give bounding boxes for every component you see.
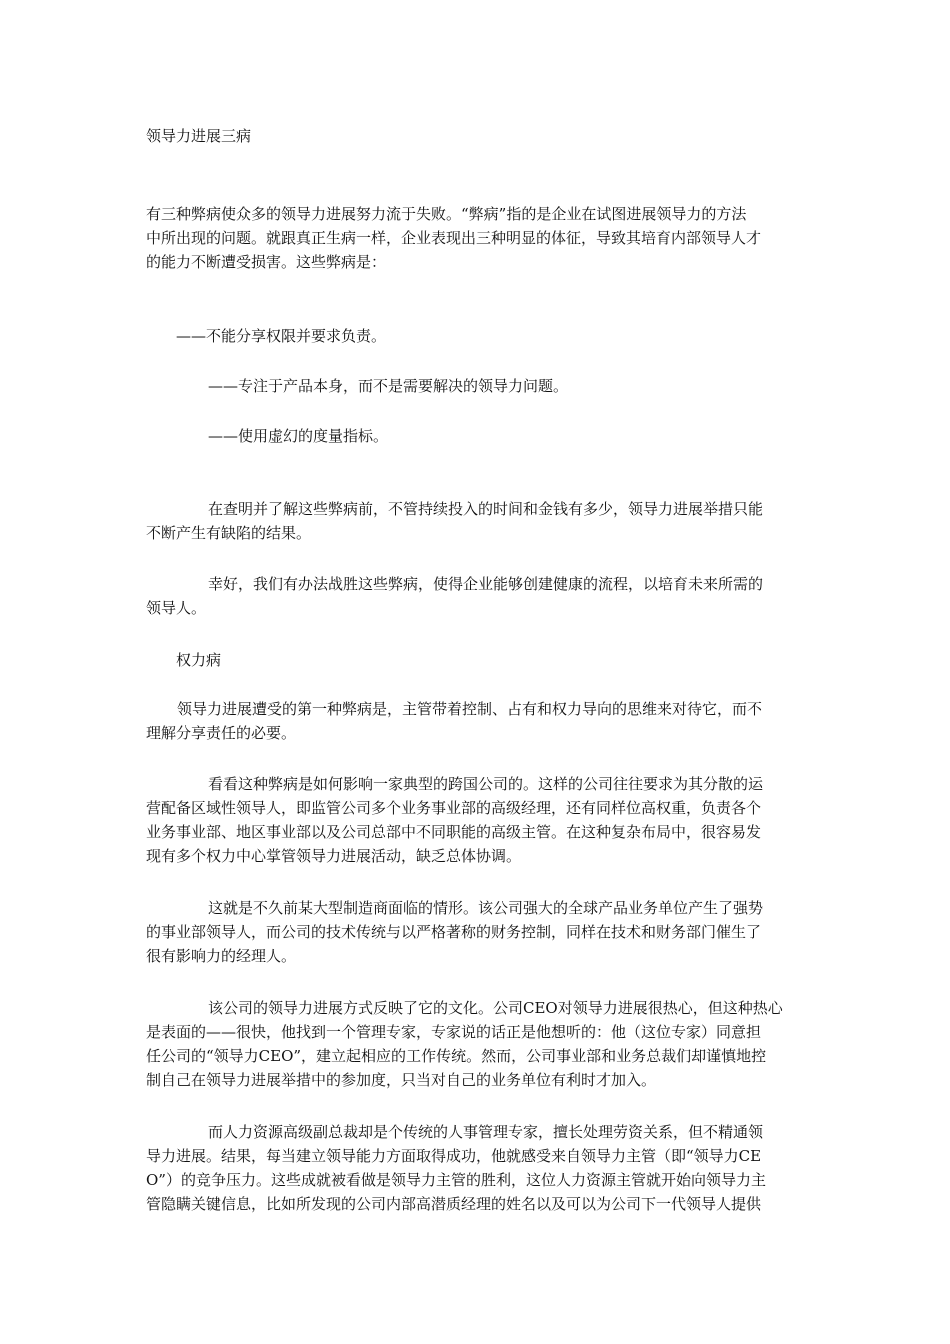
section-heading-text: 权力病: [176, 651, 222, 669]
text-line: 业务事业部、地区事业部以及公司总部中不同职能的高级主管。在这种复杂布局中，很容易发: [146, 823, 762, 841]
list-item: [208, 374, 868, 398]
list-item-text: ——专注于产品本身，而不是需要解决的领导力问题。: [208, 377, 569, 395]
text-line: 任公司的“领导力CEO”，建立起相应的工作传统。然而，公司事业部和业务总裁们却谨慎地控: [146, 1047, 767, 1065]
text-line: 该公司的领导力进展方式反映了它的文化。公司CEO对领导力进展很热心，但这种热心: [208, 999, 783, 1017]
section-heading: [176, 648, 836, 672]
text-line: 的能力不断遭受损害。这些弊病是：: [146, 253, 387, 271]
text-line: 领导人。: [146, 599, 207, 617]
text-line: 现有多个权力中心掌管领导力进展活动，缺乏总体协调。: [146, 847, 522, 865]
list-item: [176, 324, 836, 348]
text-line: 的事业部领导人，而公司的技术传统与以严格著称的财务控制，同样在技术和财务部门催生了: [146, 923, 762, 941]
text-line: 这就是不久前某大型制造商面临的情形。该公司强大的全球产品业务单位产生了强势: [208, 899, 764, 917]
list-item: [208, 424, 868, 448]
text-line: 而人力资源高级副总裁却是个传统的人事管理专家，擅长处理劳资关系，但不精通领: [208, 1123, 764, 1141]
paragraph: [146, 772, 806, 868]
paragraph: [146, 572, 806, 620]
text-line: 幸好，我们有办法战胜这些弊病，使得企业能够创建健康的流程，以培育未来所需的: [208, 575, 764, 593]
paragraph: [146, 1120, 806, 1216]
paragraph: [146, 697, 806, 745]
text-line: 领导力进展遭受的第一种弊病是，主管带着控制、占有和权力导向的思维来对待它，而不: [177, 700, 763, 718]
title-text: 领导力进展三病: [146, 127, 252, 145]
text-line: 有三种弊病使众多的领导力进展努力流于失败。“弊病”指的是企业在试图进展领导力的方法: [146, 205, 747, 223]
text-line: O”）的竞争压力。这些成就被看做是领导力主管的胜利，这位人力资源主管就开始向领导力主: [146, 1171, 766, 1189]
text-line: 理解分享责任的必要。: [146, 724, 297, 742]
text-line: 不断产生有缺陷的结果。: [146, 524, 312, 542]
text-line: 中所出现的问题。就跟真正生病一样，企业表现出三种明显的体征，导致其培育内部领导人才: [146, 229, 762, 247]
document-title: [146, 124, 806, 148]
text-line: 在查明并了解这些弊病前，不管持续投入的时间和金钱有多少，领导力进展举措只能: [208, 500, 764, 518]
intro-paragraph: [146, 202, 806, 274]
paragraph: [146, 896, 806, 968]
text-line: 制自己在领导力进展举措中的参加度，只当对自己的业务单位有利时才加入。: [146, 1071, 657, 1089]
list-item-text: ——使用虚幻的度量指标。: [208, 427, 389, 445]
text-line: 是表面的——很快，他找到一个管理专家，专家说的话正是他想听的：他（这位专家）同意担: [146, 1023, 762, 1041]
paragraph: [146, 497, 806, 545]
text-line: 营配备区域性领导人，即监管公司多个业务事业部的高级经理，还有同样位高权重，负责各个: [146, 799, 762, 817]
text-line: 看看这种弊病是如何影响一家典型的跨国公司的。这样的公司往往要求为其分散的运: [208, 775, 764, 793]
text-line: 很有影响力的经理人。: [146, 947, 297, 965]
text-line: 管隐瞒关键信息，比如所发现的公司内部高潜质经理的姓名以及可以为公司下一代领导人提供: [146, 1195, 762, 1213]
text-line: 导力进展。结果，每当建立领导能力方面取得成功，他就感受来自领导力主管（即“领导力CE: [146, 1147, 762, 1165]
list-item-text: ——不能分享权限并要求负责。: [176, 327, 387, 345]
paragraph: [146, 996, 806, 1092]
